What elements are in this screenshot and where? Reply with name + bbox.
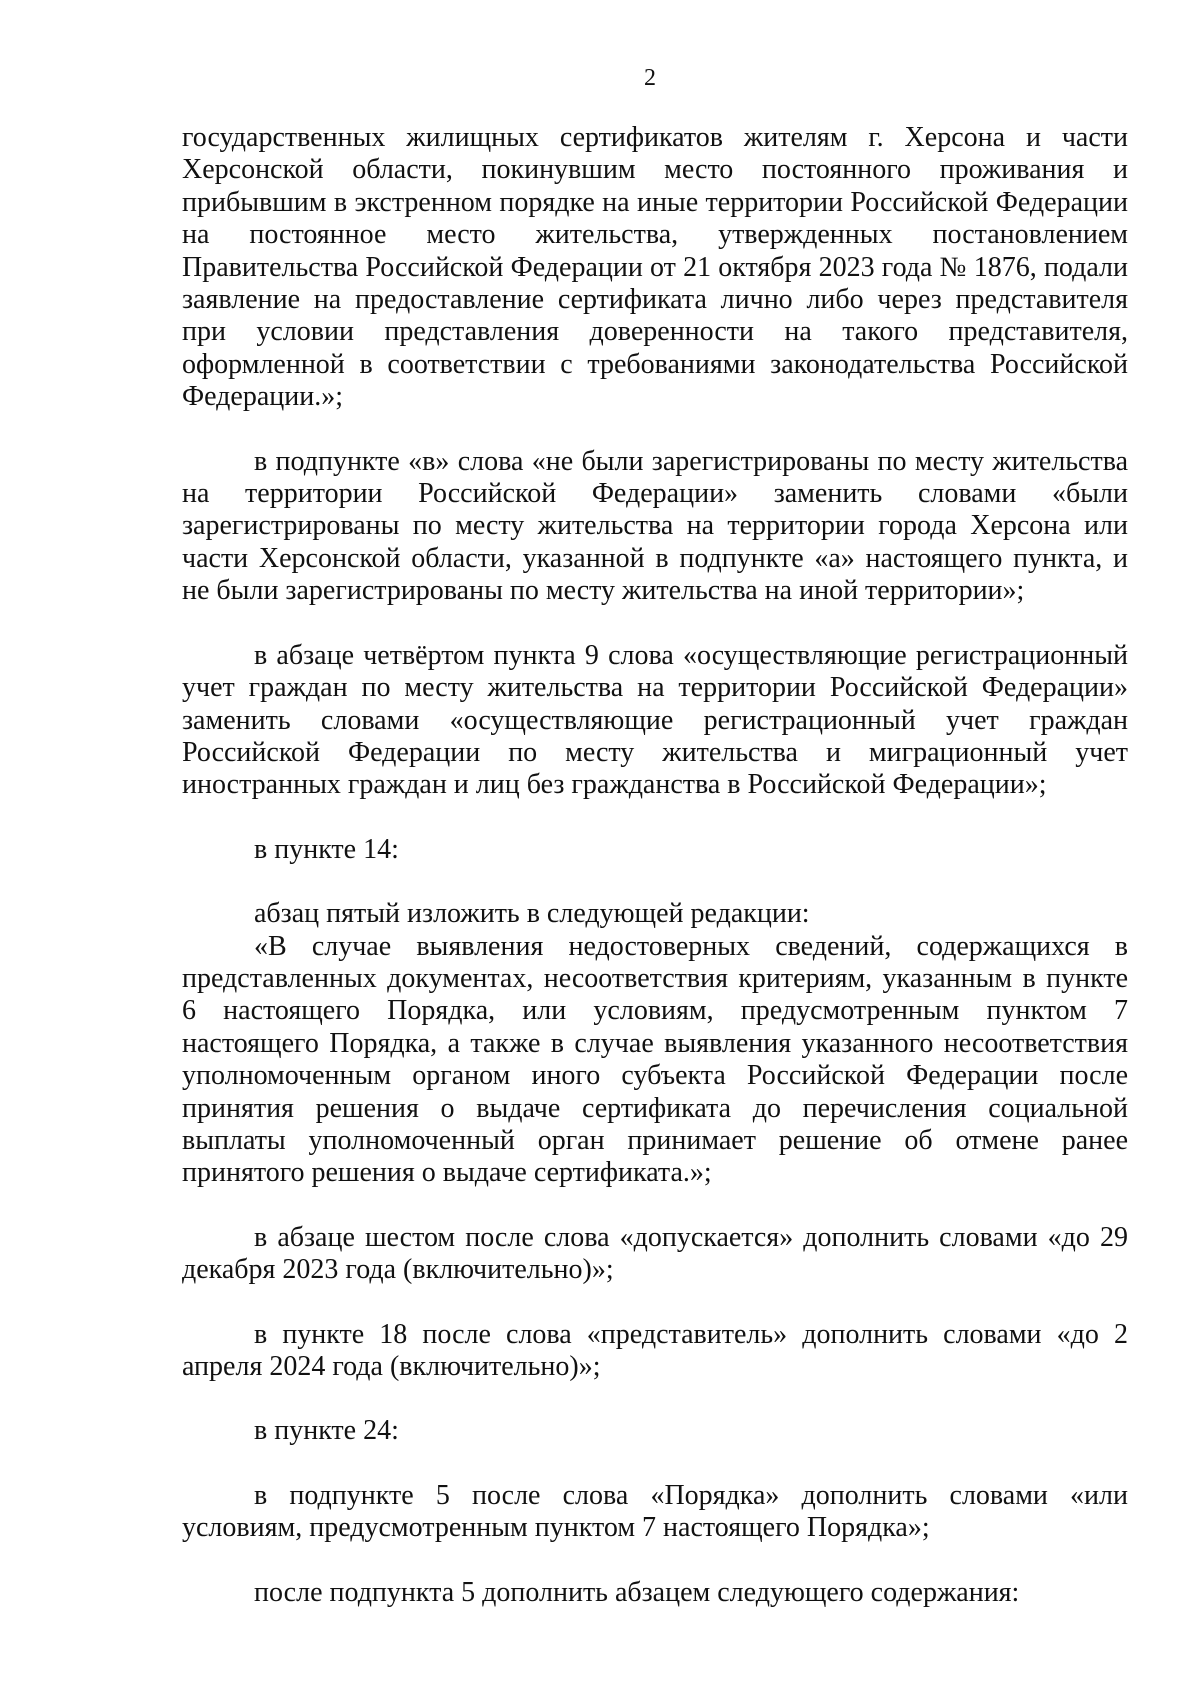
paragraph-point-9: в абзаце четвёртом пункта 9 слова «осуществляющие регистрационный учет граждан по месту жительства на территории Российской Федерации» заменить словами «осуществляющие регистрационный учет граждан Российской Федерации по месту жительства и миграционный учет иностранных граждан и лиц без гражданства в Российской Федерации»;	[182, 639, 1128, 801]
document-body	[182, 122, 1128, 1609]
paragraph-continuation: государственных жилищных сертификатов жителям г. Херсона и части Херсонской области, покинувшим место постоянного проживания и прибывшим в экстренном порядке на иные территории Российской Федерации на постоянное место жительства, утвержденных постановлением Правительства Российской Федерации от 21 октября 2023 года № 1876, подали заявление на предоставление сертификата лично либо через представителя при условии представления доверенности на такого представителя, оформленной в соответствии с требованиями законодательства Российской Федерации.»;	[182, 122, 1128, 413]
paragraph-subpoint-5: в подпункте 5 после слова «Порядка» дополнить словами «или условиям, предусмотренным пунктом 7 настоящего Порядка»;	[182, 1479, 1128, 1544]
paragraph-point-14: в пункте 14:	[254, 833, 399, 865]
paragraph-subpoint-v: в подпункте «в» слова «не были зарегистрированы по месту жительства на территории Российской Федерации» заменить словами «были зарегистрированы по месту жительства на территории города Херсона или части Херсонской области, указанной в подпункте «а» настоящего пункта, и не были зарегистрированы по месту жительства на иной территории»;	[182, 445, 1128, 607]
paragraph-after-subpoint-5: после подпункта 5 дополнить абзацем следующего содержания:	[254, 1576, 1020, 1608]
page-number: 2	[644, 65, 656, 91]
paragraph-abzac-5: абзац пятый изложить в следующей редакции:	[254, 898, 810, 930]
paragraph-abzac-6: в абзаце шестом после слова «допускается» дополнить словами «до 29 декабря 2023 года (включительно)»;	[182, 1221, 1128, 1286]
paragraph-quote: «В случае выявления недостоверных сведений, содержащихся в представленных документах, несоответствия критериям, указанным в пункте 6 настоящего Порядка, или условиям, предусмотренным пунктом 7 настоящего Порядка, а также в случае выявления указанного несоответствия уполномоченным органом иного субъекта Российской Федерации после принятия решения о выдаче сертификата до перечисления социальной выплаты уполномоченный орган принимает решение об отмене ранее принятого решения о выдаче сертификата.»;	[182, 930, 1128, 1189]
paragraph-point-18: в пункте 18 после слова «представитель» дополнить словами «до 2 апреля 2024 года (включительно)»;	[182, 1318, 1128, 1382]
paragraph-point-24: в пункте 24:	[254, 1415, 399, 1447]
